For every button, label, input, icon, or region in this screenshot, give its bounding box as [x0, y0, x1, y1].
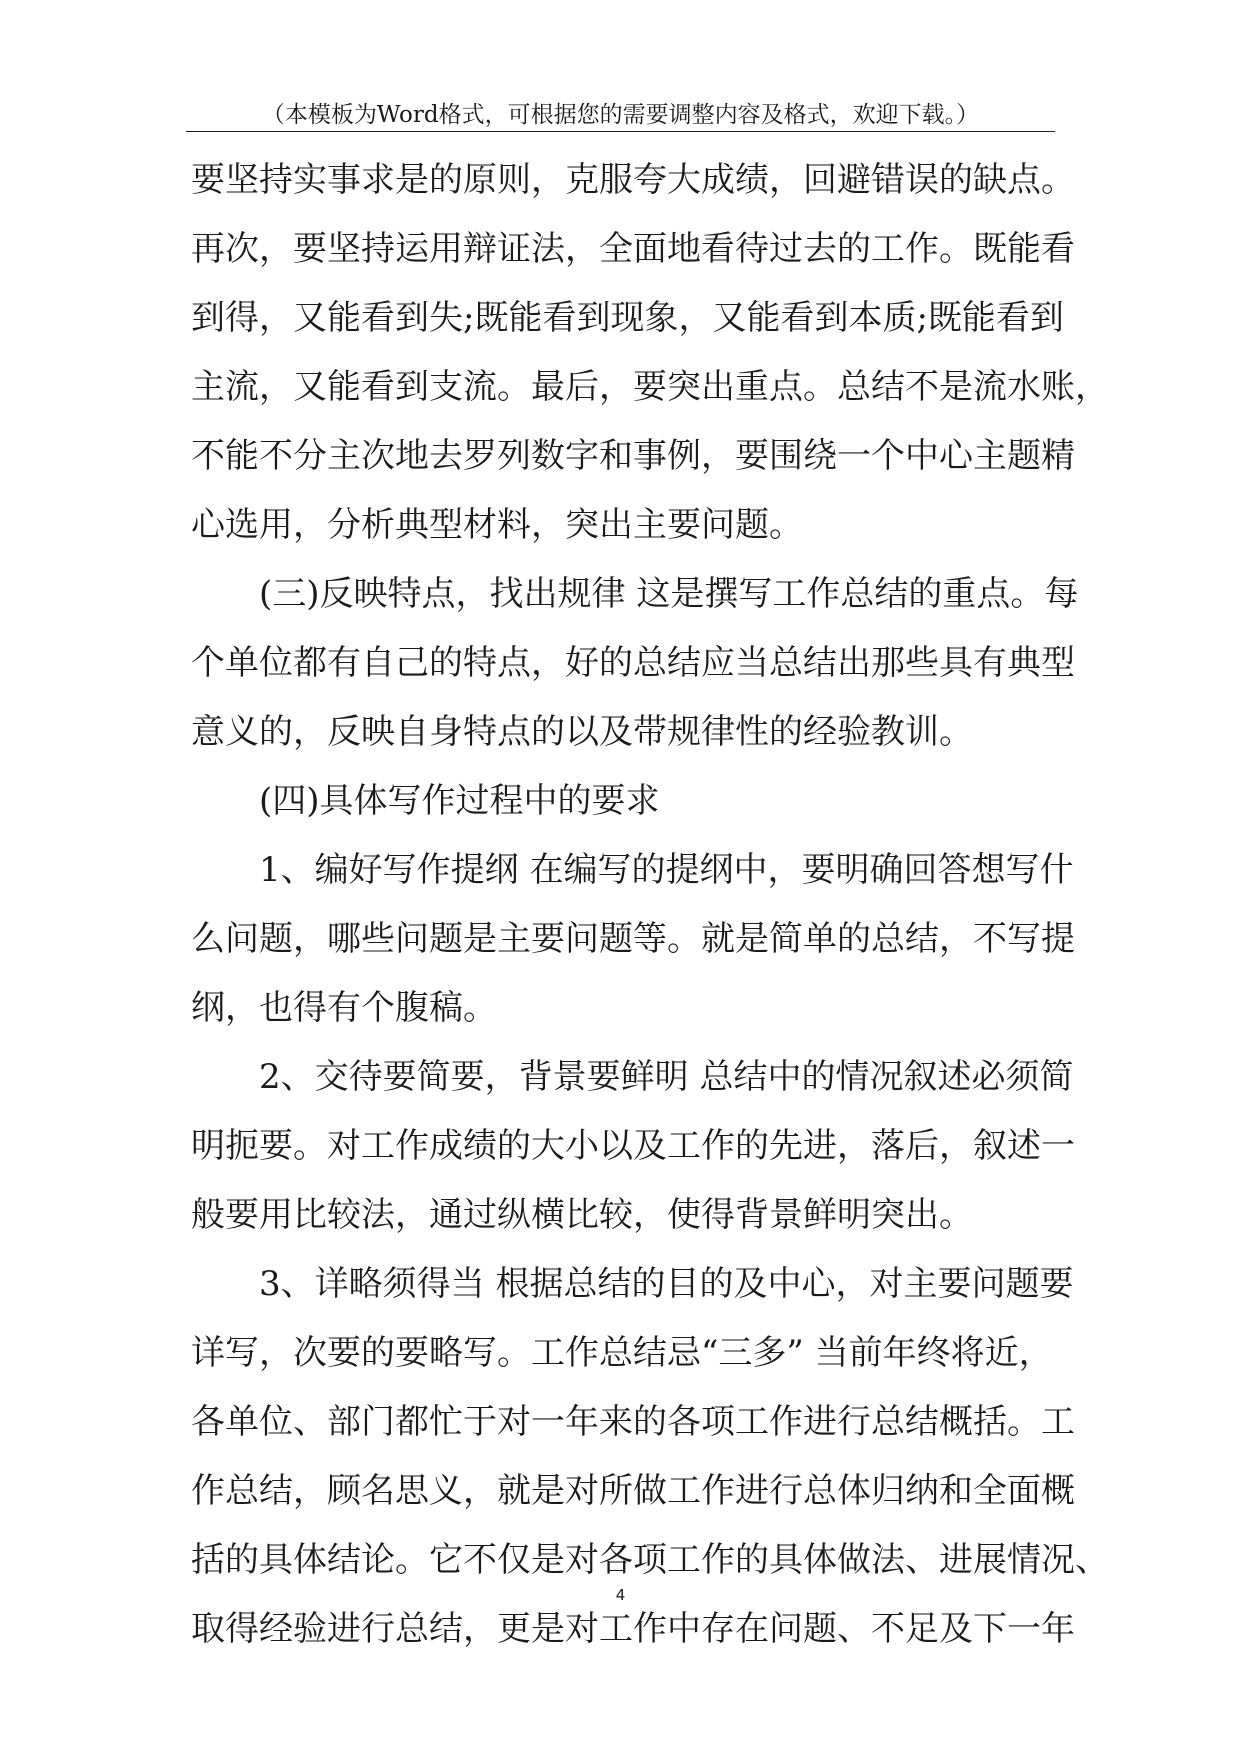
body-line: 心选用，分析典型材料，突出主要问题。 [191, 505, 803, 545]
body-line: 明扼要。对工作成绩的大小以及工作的先进，落后，叙述一 [191, 1126, 1075, 1166]
body-line: 1、编好写作提纲 在编写的提纲中，要明确回答想写什 [259, 850, 1074, 890]
page-number: 4 [615, 1586, 626, 1604]
document-body [191, 146, 1109, 1664]
body-line: 括的具体结论。它不仅是对各项工作的具体做法、进展情况、 [191, 1540, 1109, 1580]
body-line: 各单位、部门都忙于对一年来的各项工作进行总结概括。工 [191, 1402, 1075, 1442]
body-line: (三)反映特点，找出规律 这是撰写工作总结的重点。每 [259, 574, 1079, 614]
body-line: 3、详略须得当 根据总结的目的及中心，对主要问题要 [259, 1264, 1074, 1304]
body-line: 2、交待要简要，背景要鲜明 总结中的情况叙述必须简 [259, 1057, 1074, 1097]
body-line: (四)具体写作过程中的要求 [259, 781, 660, 821]
body-line: 再次，要坚持运用辩证法，全面地看待过去的工作。既能看 [191, 229, 1075, 269]
body-line: 般要用比较法，通过纵横比较，使得背景鲜明突出。 [191, 1195, 973, 1235]
body-line: 主流，又能看到支流。最后，要突出重点。总结不是流水账， [191, 367, 1109, 407]
body-line: 详写，次要的要略写。工作总结忌“三多” 当前年终将近， [191, 1333, 1053, 1373]
body-line: 不能不分主次地去罗列数字和事例，要围绕一个中心主题精 [191, 436, 1075, 476]
body-line: 作总结，顾名思义，就是对所做工作进行总体归纳和全面概 [191, 1471, 1075, 1511]
template-notice: （本模板为Word格式，可根据您的需要调整内容及格式，欢迎下载。） [261, 102, 980, 128]
body-line: 到得，又能看到失;既能看到现象，又能看到本质;既能看到 [191, 298, 1064, 338]
body-line: 么问题，哪些问题是主要问题等。就是简单的总结，不写提 [191, 919, 1075, 959]
body-line: 要坚持实事求是的原则，克服夸大成绩，回避错误的缺点。 [191, 160, 1075, 200]
body-line: 个单位都有自己的特点，好的总结应当总结出那些具有典型 [191, 643, 1075, 683]
body-line: 意义的，反映自身特点的以及带规律性的经验教训。 [191, 712, 973, 752]
body-line: 纲，也得有个腹稿。 [191, 988, 497, 1028]
header-divider [186, 131, 1055, 132]
body-line: 取得经验进行总结，更是对工作中存在问题、不足及下一年 [191, 1609, 1075, 1649]
